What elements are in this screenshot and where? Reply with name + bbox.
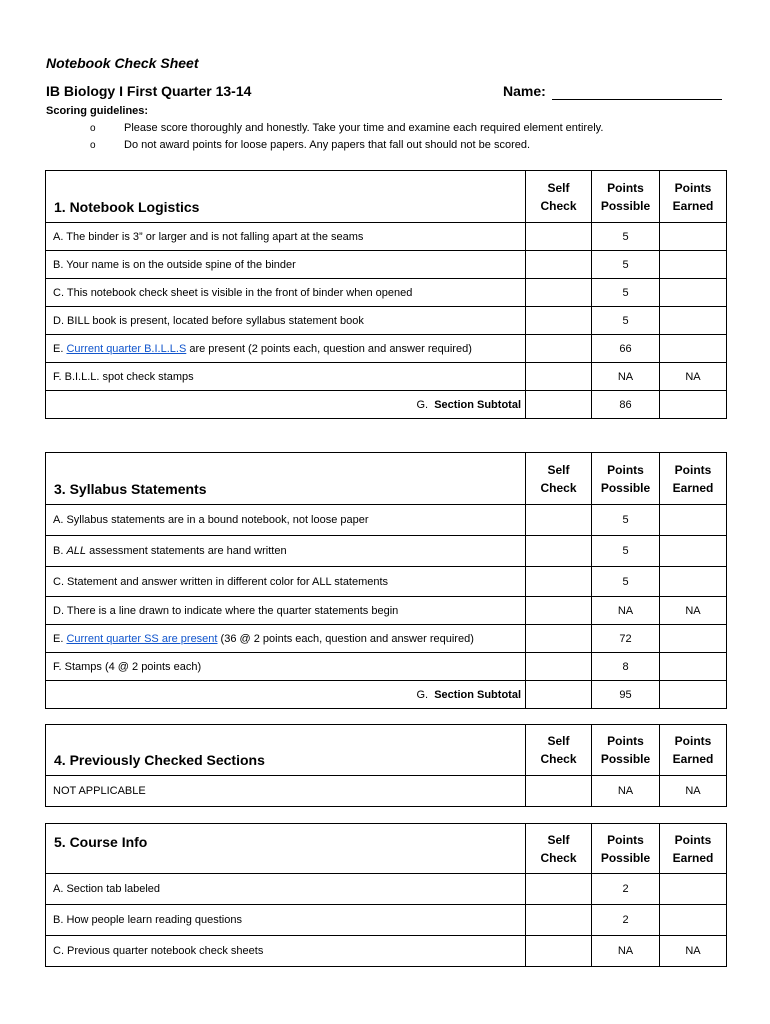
table-row [46, 536, 727, 567]
header-line: Self [547, 462, 570, 477]
self-check-header [526, 725, 592, 776]
subtotal-label [46, 391, 526, 419]
subtotal-possible: 95 [592, 681, 660, 709]
subtotal-prefix: G. [416, 398, 429, 411]
table-row [46, 279, 727, 307]
self-check-cell[interactable] [526, 251, 592, 279]
points-earned-header [660, 725, 727, 776]
name-label: Name: [503, 83, 546, 99]
row-label: C. Statement and answer written in different color for ALL statements [46, 567, 526, 597]
header-line: Points [607, 180, 644, 195]
table-row [46, 905, 727, 936]
section-title: 4. Previously Checked Sections [46, 725, 526, 776]
self-check-cell[interactable] [526, 279, 592, 307]
points-earned-cell[interactable] [660, 391, 727, 419]
self-check-header [526, 453, 592, 505]
header-line: Self [547, 832, 570, 847]
table-row [46, 567, 727, 597]
subtotal-prefix: G. [416, 688, 429, 701]
points-possible-header [592, 824, 660, 874]
current-quarter-ss-link[interactable]: Current quarter SS are present [66, 632, 218, 645]
points-earned-header [660, 453, 727, 505]
header-line: Earned [672, 752, 714, 766]
self-check-cell[interactable] [526, 874, 592, 905]
row-label: A. Section tab labeled [46, 874, 526, 905]
points-possible-cell: 5 [592, 505, 660, 536]
section-title: 5. Course Info [46, 824, 526, 874]
header-line: Earned [672, 480, 714, 495]
table-row [46, 307, 727, 335]
table-row [46, 874, 727, 905]
guideline-text: Please score thoroughly and honestly. Take your time and examine each required element entirely. [124, 122, 604, 134]
section-header-row [46, 725, 727, 776]
points-earned-cell[interactable]: NA [660, 597, 727, 625]
scoring-guidelines-heading: Scoring guidelines: [46, 105, 149, 117]
row-label [46, 335, 526, 363]
section-table-notebook-logistics [45, 170, 727, 419]
self-check-cell[interactable] [526, 625, 592, 653]
points-earned-cell[interactable] [660, 279, 727, 307]
header-line: Check [540, 480, 577, 495]
subtotal-label [46, 681, 526, 709]
table-row [46, 625, 727, 653]
self-check-cell[interactable] [526, 363, 592, 391]
row-label: D. BILL book is present, located before syllabus statement book [46, 307, 526, 335]
row-label-suffix: are present (2 points each, question and answer required) [186, 342, 472, 355]
points-earned-cell[interactable] [660, 223, 727, 251]
self-check-cell[interactable] [526, 597, 592, 625]
row-label: C. Previous quarter notebook check sheets [46, 936, 526, 967]
row-label-prefix: E. [53, 342, 67, 355]
section-header-row [46, 824, 727, 874]
points-possible-cell: 72 [592, 625, 660, 653]
points-possible-cell: 5 [592, 307, 660, 335]
points-possible-cell: NA [592, 597, 660, 625]
row-label-prefix: B. [53, 545, 67, 557]
self-check-cell[interactable] [526, 681, 592, 709]
subtotal-possible: 86 [592, 391, 660, 419]
subtotal-text: Section Subtotal [434, 688, 521, 701]
row-label: A. Syllabus statements are in a bound notebook, not loose paper [46, 505, 526, 536]
points-possible-cell: 2 [592, 874, 660, 905]
header-line: Check [540, 850, 577, 865]
name-blank-line[interactable] [552, 99, 722, 100]
bullet-icon: o [90, 140, 96, 151]
points-earned-cell[interactable]: NA [660, 776, 727, 807]
row-label [46, 625, 526, 653]
table-row [46, 936, 727, 967]
header-line: Points [674, 180, 712, 195]
self-check-header [526, 171, 592, 223]
self-check-cell[interactable] [526, 391, 592, 419]
header-line: Points [674, 734, 712, 748]
table-row [46, 653, 727, 681]
row-label-emphasis: ALL [66, 545, 87, 557]
points-possible-cell: 66 [592, 335, 660, 363]
points-earned-cell[interactable]: NA [660, 363, 727, 391]
table-row [46, 335, 727, 363]
subtotal-row [46, 681, 727, 709]
section-table-syllabus-statements [45, 452, 727, 709]
section-table-previously-checked [45, 724, 727, 807]
points-earned-cell[interactable] [660, 307, 727, 335]
row-label-suffix: assessment statements are hand written [86, 545, 287, 557]
points-earned-cell[interactable] [660, 335, 727, 363]
header-line: Check [540, 198, 577, 213]
subtotal-row [46, 391, 727, 419]
header-line: Self [547, 180, 570, 195]
header-line: Possible [600, 850, 651, 865]
course-title: IB Biology I First Quarter 13-14 [46, 83, 252, 99]
table-row [46, 776, 727, 807]
points-earned-cell[interactable] [660, 567, 727, 597]
header-line: Points [607, 734, 644, 748]
points-possible-cell: NA [592, 363, 660, 391]
self-check-cell[interactable] [526, 505, 592, 536]
self-check-cell[interactable] [526, 223, 592, 251]
section-title: 3. Syllabus Statements [46, 453, 526, 505]
points-possible-cell: 5 [592, 223, 660, 251]
header-line: Points [607, 462, 644, 477]
self-check-cell[interactable] [526, 567, 592, 597]
header-line: Points [674, 462, 712, 477]
points-possible-cell: 2 [592, 905, 660, 936]
header-line: Points [607, 832, 644, 847]
points-possible-cell: 5 [592, 251, 660, 279]
table-row [46, 363, 727, 391]
points-earned-cell[interactable] [660, 653, 727, 681]
points-earned-cell[interactable] [660, 505, 727, 536]
document-title: Notebook Check Sheet [46, 55, 199, 71]
header-line: Points [674, 832, 712, 847]
header-line: Earned [672, 850, 714, 865]
bullet-icon: o [90, 123, 96, 134]
points-earned-header [660, 824, 727, 874]
header-line: Self [547, 734, 570, 748]
points-possible-header [592, 453, 660, 505]
points-possible-cell: NA [592, 936, 660, 967]
row-label: F. B.I.L.L. spot check stamps [46, 363, 526, 391]
guideline-item [90, 139, 730, 151]
table-row [46, 505, 727, 536]
header-line: Check [540, 752, 577, 766]
table-row [46, 251, 727, 279]
header-line: Possible [600, 198, 651, 213]
points-possible-cell: 5 [592, 279, 660, 307]
current-quarter-bills-link[interactable]: Current quarter B.I.L.L.S [66, 342, 187, 355]
self-check-header [526, 824, 592, 874]
self-check-cell[interactable] [526, 307, 592, 335]
section-title: 1. Notebook Logistics [46, 171, 526, 223]
points-possible-cell: 8 [592, 653, 660, 681]
row-label-suffix: (36 @ 2 points each, question and answer required) [217, 632, 474, 645]
points-earned-cell[interactable] [660, 874, 727, 905]
row-label: F. Stamps (4 @ 2 points each) [46, 653, 526, 681]
points-earned-cell[interactable] [660, 905, 727, 936]
points-earned-cell[interactable] [660, 681, 727, 709]
row-label: B. How people learn reading questions [46, 905, 526, 936]
points-possible-cell: 5 [592, 536, 660, 567]
section-header-row [46, 453, 727, 505]
row-label: D. There is a line drawn to indicate where the quarter statements begin [46, 597, 526, 625]
table-row [46, 223, 727, 251]
points-earned-cell[interactable] [660, 536, 727, 567]
header-line: Possible [600, 752, 651, 766]
guideline-text: Do not award points for loose papers. Any papers that fall out should not be scored. [124, 139, 531, 151]
points-earned-header [660, 171, 727, 223]
points-earned-cell[interactable] [660, 625, 727, 653]
self-check-cell[interactable] [526, 905, 592, 936]
table-row [46, 597, 727, 625]
self-check-cell[interactable] [526, 936, 592, 967]
points-possible-header [592, 725, 660, 776]
guideline-item [90, 122, 730, 134]
self-check-cell[interactable] [526, 653, 592, 681]
subtotal-text: Section Subtotal [434, 398, 521, 411]
row-label: NOT APPLICABLE [46, 776, 526, 807]
points-possible-cell: 5 [592, 567, 660, 597]
row-label [46, 536, 526, 567]
section-header-row [46, 171, 727, 223]
points-earned-cell[interactable] [660, 251, 727, 279]
points-possible-header [592, 171, 660, 223]
points-possible-cell: NA [592, 776, 660, 807]
row-label: C. This notebook check sheet is visible in the front of binder when opened [46, 279, 526, 307]
row-label-prefix: E. [53, 632, 67, 645]
points-earned-cell[interactable]: NA [660, 936, 727, 967]
self-check-cell[interactable] [526, 335, 592, 363]
header-line: Possible [600, 480, 651, 495]
self-check-cell[interactable] [526, 776, 592, 807]
header-line: Earned [672, 198, 714, 213]
section-table-course-info [45, 823, 727, 967]
row-label: B. Your name is on the outside spine of the binder [46, 251, 526, 279]
self-check-cell[interactable] [526, 536, 592, 567]
row-label: A. The binder is 3” or larger and is not falling apart at the seams [46, 223, 526, 251]
